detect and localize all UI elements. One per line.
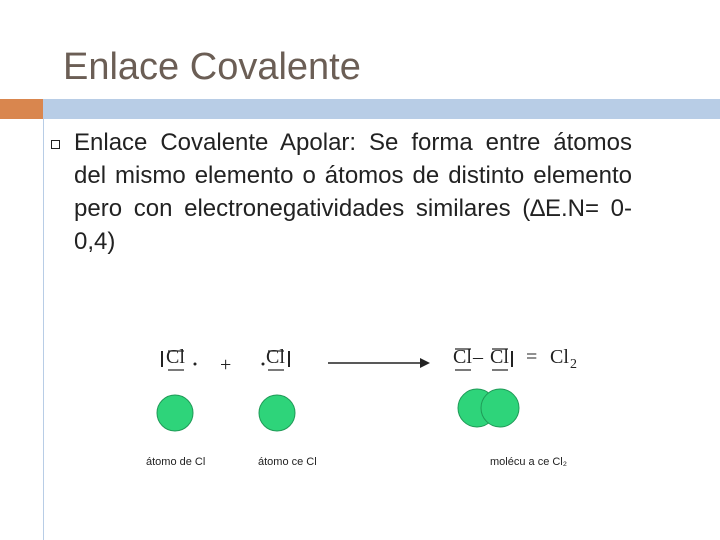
vertical-divider — [43, 99, 44, 540]
unpaired-electron — [194, 363, 197, 366]
square-bullet-icon — [51, 140, 60, 149]
molecule-subscript: 2 — [570, 357, 577, 372]
atom1-symbol: Cl — [166, 346, 185, 368]
product-left-symbol: Cl — [453, 346, 472, 368]
bond-dash: – — [473, 346, 483, 368]
lone-pair-bar — [161, 351, 163, 367]
chlorine-atom-sphere — [259, 395, 295, 431]
molecule-atom-sphere — [481, 389, 519, 427]
molecule-symbol: Cl — [550, 346, 569, 368]
lone-pair-bar — [288, 351, 290, 367]
equals-sign: = — [526, 346, 538, 368]
atom2-symbol: Cl — [266, 346, 285, 368]
unpaired-electron — [262, 363, 265, 366]
caption-atom-cl-2: átomo ce Cl — [258, 456, 317, 468]
caption-atom-cl-1: átomo de Cl — [146, 456, 206, 468]
chlorine-atom-sphere — [157, 395, 193, 431]
accent-bar-blue — [43, 99, 720, 119]
bullet-text: Enlace Covalente Apolar: Se forma entre átomos del mismo elemento o átomos de distinto elemento pero con electronegatividades similares (∆E.N= 0- 0,4) — [74, 129, 632, 255]
slide-title: Enlace Covalente — [63, 46, 361, 88]
accent-bar-orange — [0, 99, 43, 119]
plus-sign: + — [220, 354, 232, 376]
product-right-symbol: Cl — [490, 346, 509, 368]
lone-pair-bar — [511, 351, 513, 367]
caption-molecule-cl2: molécu a ce Cl₂ — [490, 456, 568, 468]
reaction-arrow-head — [420, 358, 430, 368]
